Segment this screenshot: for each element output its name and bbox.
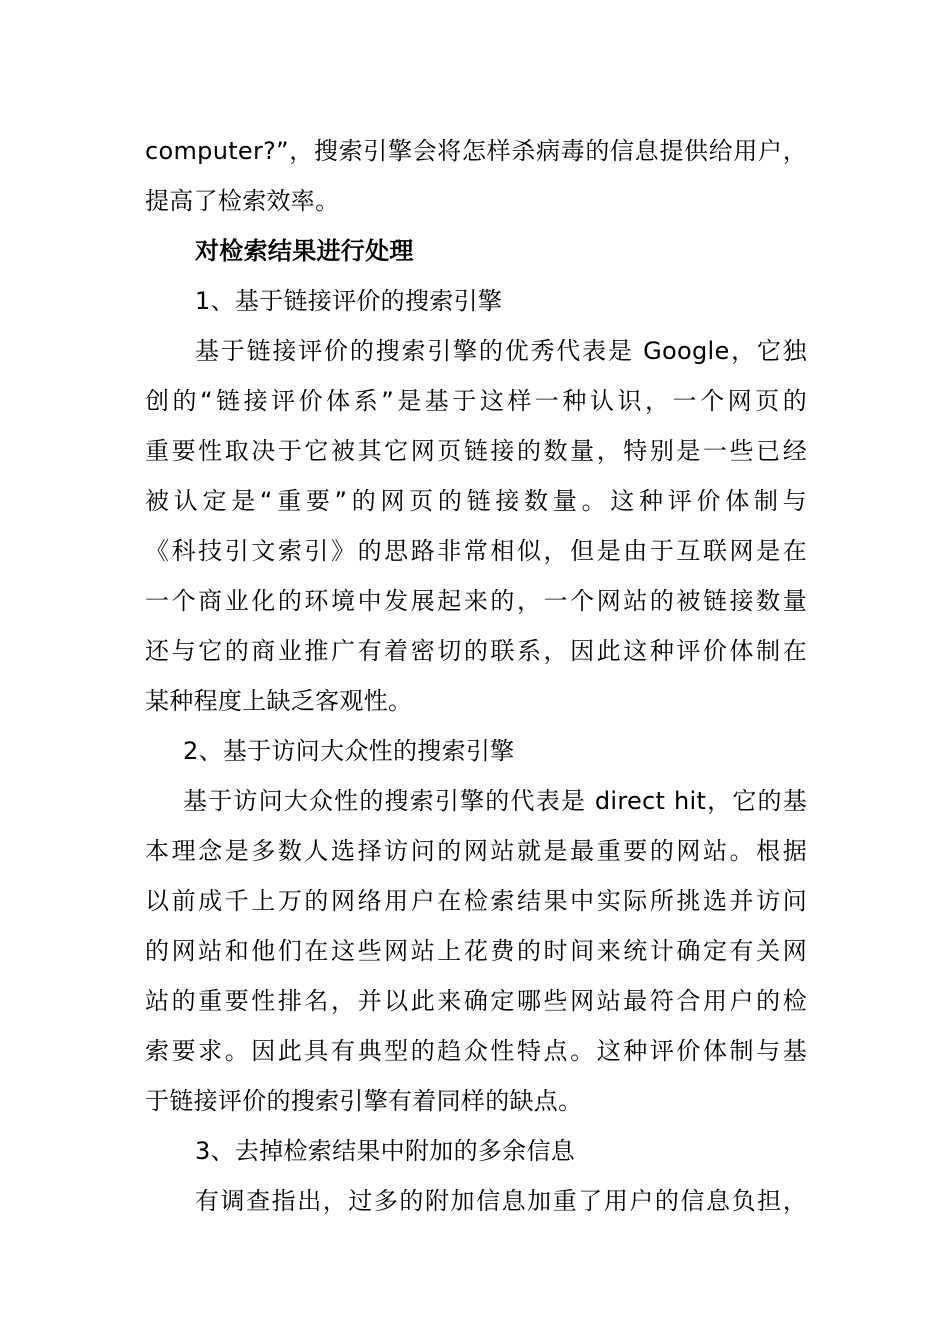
paragraph-line: 提高了检索效率。 — [145, 187, 340, 215]
paragraph-line: 索要求。因此具有典型的趋众性特点。这种评价体制与基 — [145, 1037, 807, 1065]
paragraph-line: 被认定是“重要”的网页的链接数量。这种评价体制与 — [145, 487, 807, 515]
document-body — [145, 126, 807, 1226]
paragraph-line: 一个商业化的环境中发展起来的，一个网站的被链接数量 — [145, 587, 807, 615]
item-title: 3、去掉检索结果中附加的多余信息 — [195, 1137, 576, 1165]
paragraph-line: 有调查指出，过多的附加信息加重了用户的信息负担， — [195, 1187, 807, 1215]
paragraph-line: 某种程度上缺乏客观性。 — [145, 687, 413, 715]
paragraph-line: 还与它的商业推广有着密切的联系，因此这种评价体制在 — [145, 637, 807, 665]
paragraph-line: 基于访问大众性的搜索引擎的代表是 direct hit，它的基 — [183, 787, 807, 815]
paragraph-line: 本理念是多数人选择访问的网站就是最重要的网站。根据 — [145, 837, 807, 865]
paragraph-line: 站的重要性排名，并以此来确定哪些网站最符合用户的检 — [145, 987, 807, 1015]
paragraph-line: 的网站和他们在这些网站上花费的时间来统计确定有关网 — [145, 937, 807, 965]
paragraph-line: 于链接评价的搜索引擎有着同样的缺点。 — [145, 1087, 583, 1115]
item-title: 2、基于访问大众性的搜索引擎 — [183, 737, 515, 765]
paragraph-line: 重要性取决于它被其它网页链接的数量，特别是一些已经 — [145, 437, 807, 465]
paragraph-line: 基于链接评价的搜索引擎的优秀代表是 Google，它独 — [195, 337, 807, 365]
paragraph-line: 以前成千上万的网络用户在检索结果中实际所挑选并访问 — [145, 887, 807, 915]
paragraph-line: computer?”，搜索引擎会将怎样杀病毒的信息提供给用户， — [145, 137, 807, 165]
paragraph-line: 创的“链接评价体系”是基于这样一种认识，一个网页的 — [145, 387, 807, 415]
section-heading: 对检索结果进行处理 — [195, 237, 414, 265]
item-title: 1、基于链接评价的搜索引擎 — [195, 287, 503, 315]
paragraph-line: 《科技引文索引》的思路非常相似，但是由于互联网是在 — [145, 537, 807, 565]
